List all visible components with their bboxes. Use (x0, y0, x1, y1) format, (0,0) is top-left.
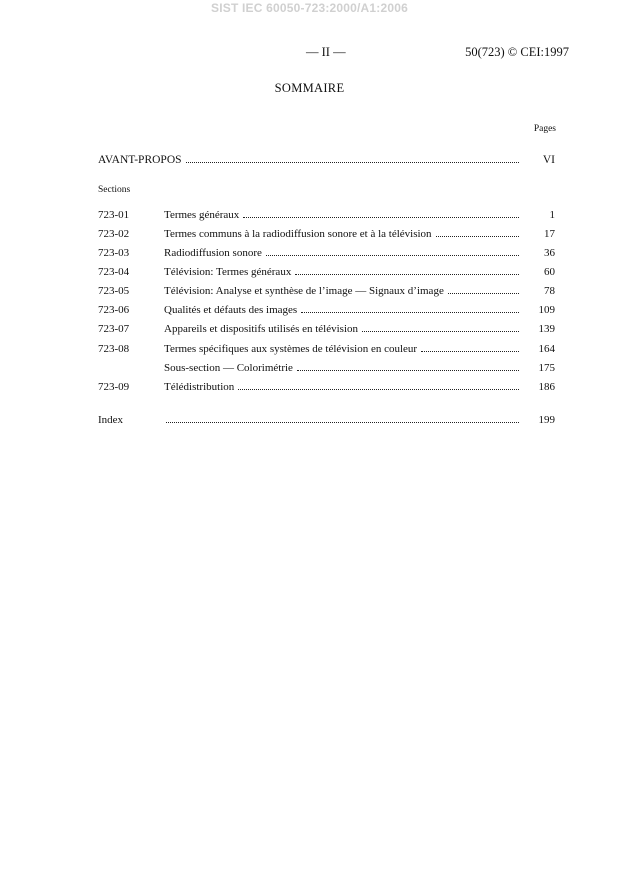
toc-entry-line (164, 283, 519, 299)
toc-entry-number: 723-02 (98, 228, 130, 240)
toc-entry-line (164, 412, 519, 423)
dot-leader (301, 302, 519, 313)
dot-leader (436, 226, 519, 237)
toc-entry-label: Télévision: Termes généraux (164, 266, 292, 278)
toc-entry-line (164, 321, 519, 337)
toc-entry-label: Termes spécifiques aux systèmes de télévision en couleur (164, 343, 418, 355)
toc-entry-label: Qualités et défauts des images (164, 304, 298, 316)
toc-entry-line (164, 207, 519, 223)
toc-entry-page: 199 (538, 414, 555, 426)
dot-leader (295, 264, 519, 275)
toc-row-subsection (0, 360, 619, 376)
toc-entry-page: 186 (538, 381, 555, 393)
toc-entry-line (164, 360, 519, 376)
toc-entry-label: AVANT-PROPOS (98, 154, 182, 166)
toc-row (0, 245, 619, 261)
toc-entry-line (164, 264, 519, 280)
toc-entry-line (98, 152, 519, 168)
toc-entry-line (164, 226, 519, 242)
toc-row (0, 379, 619, 395)
toc-entry-page: 175 (538, 362, 555, 374)
toc-entry-number: 723-06 (98, 304, 130, 316)
toc-entry-label: Index (98, 414, 124, 426)
document-reference: 50(723) © CEI:1997 (465, 45, 569, 59)
toc-entry-number: 723-07 (98, 323, 130, 335)
toc-entry-number: 723-05 (98, 285, 130, 297)
dot-leader (448, 283, 519, 294)
toc-entry-page: 139 (538, 323, 555, 335)
dot-leader (166, 412, 519, 423)
watermark: SIST IEC 60050-723:2000/A1:2006 (211, 1, 408, 15)
toc-entry-line (164, 245, 519, 261)
toc-entry-number: 723-03 (98, 247, 130, 259)
sections-label: Sections (98, 185, 131, 195)
toc-entry-line (164, 341, 519, 357)
toc-row (0, 207, 619, 223)
dot-leader (362, 321, 519, 332)
toc-row (0, 264, 619, 280)
toc-entry-page: 109 (538, 304, 555, 316)
toc-entry-label: Télévision: Analyse et synthèse de l’image — Signaux d’image (164, 285, 444, 297)
page-number: — II — (306, 45, 346, 59)
toc-entry-page: VI (542, 154, 555, 166)
toc-entry-number: 723-09 (98, 381, 130, 393)
toc-row (0, 321, 619, 337)
toc-entry-label: Appareils et dispositifs utilisés en télévision (164, 323, 359, 335)
dot-leader (243, 207, 519, 218)
toc-row (0, 341, 619, 357)
toc-entry-page: 60 (544, 266, 555, 278)
toc-entry-page: 78 (544, 285, 555, 297)
toc-entry-label: Sous-section — Colorimétrie (164, 362, 293, 374)
toc-row (0, 283, 619, 299)
toc-entry-label: Télédistribution (164, 381, 235, 393)
dot-leader (297, 360, 519, 371)
toc-entry-label: Termes communs à la radiodiffusion sonore et à la télévision (164, 228, 432, 240)
toc-entry-number: 723-01 (98, 209, 130, 221)
toc-row (0, 302, 619, 318)
toc-entry-page: 1 (549, 209, 555, 221)
dot-leader (266, 245, 519, 256)
toc-row-index (0, 412, 619, 428)
toc-entry-page: 17 (544, 228, 555, 240)
toc-entry-line (164, 379, 519, 395)
toc-row (0, 226, 619, 242)
dot-leader (238, 379, 519, 390)
toc-entry-number: 723-04 (98, 266, 130, 278)
toc-entry-label: Termes généraux (164, 209, 240, 221)
toc-entry-label: Radiodiffusion sonore (164, 247, 262, 259)
dot-leader (186, 152, 519, 163)
pages-column-label: Pages (533, 124, 556, 134)
toc-entry-page: 164 (538, 343, 555, 355)
toc-entry-number: 723-08 (98, 343, 130, 355)
toc-entry-line (164, 302, 519, 318)
dot-leader (421, 341, 519, 352)
page-title: SOMMAIRE (274, 81, 345, 95)
toc-row-foreword (0, 152, 619, 168)
toc-entry-page: 36 (544, 247, 555, 259)
